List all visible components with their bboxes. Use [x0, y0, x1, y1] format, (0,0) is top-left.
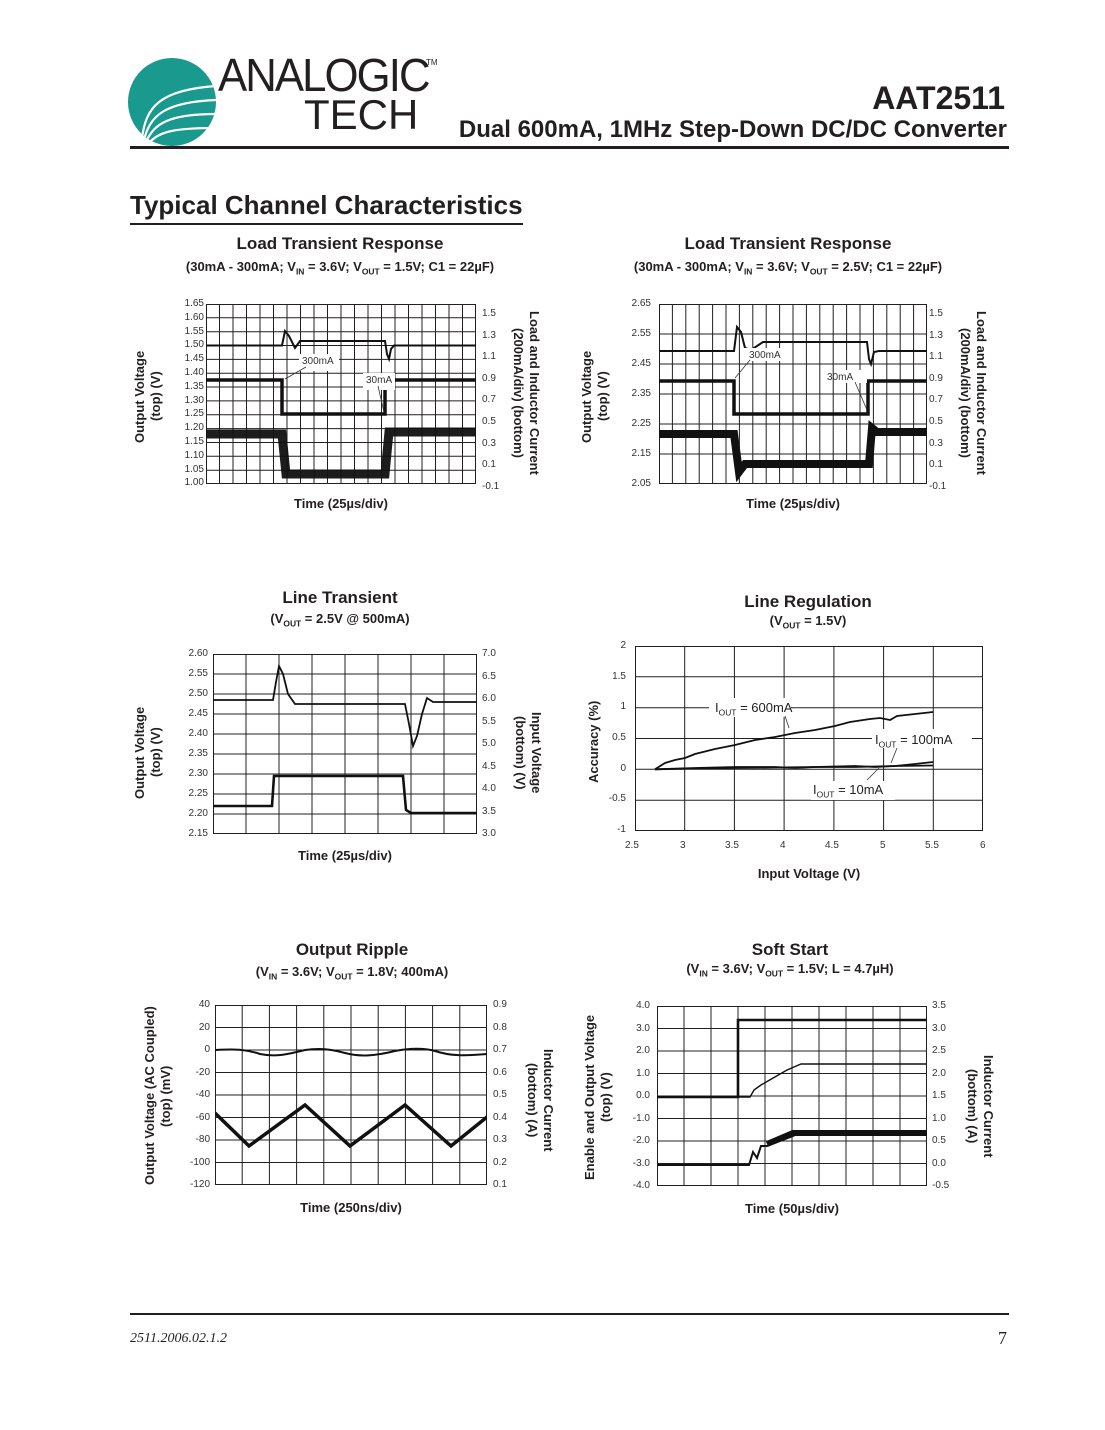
- y-axis-label-left: Output Voltage (top) (V): [132, 350, 163, 443]
- y-axis-label-left: Output Voltage (top) (V): [132, 706, 163, 799]
- y-ticks-left: 1.65 1.60 1.55 1.50 1.45 1.40 1.35 1.30 1.25 1.20 1.15 1.10 1.05 1.00: [184, 298, 204, 489]
- x-axis-label: Time (25µs/div): [294, 496, 388, 511]
- chart-line-regulation: [580, 592, 1000, 892]
- chart-title: Output Ripple: [295, 940, 409, 959]
- chart-title: Soft Start: [751, 940, 829, 959]
- y-axis-label-left: Output Voltage (AC Coupled) (top) (mV): [142, 1006, 173, 1186]
- y-ticks-right: 3.5 3.0 2.5 2.0 1.5 1.0 0.5 0.0 -0.5: [932, 1000, 950, 1191]
- y-axis-label-right: Load and Inductor Current (200mA/div) (bottom): [958, 310, 989, 475]
- chart-output-ripple: [140, 940, 560, 1225]
- chart-title: Load Transient Response: [684, 234, 892, 253]
- chart-subtitle: $(V_{OUT} = 1.5V)$: [769, 613, 847, 631]
- chart-title: Load Transient Response: [236, 234, 444, 253]
- x-axis-label: Input Voltage (V): [757, 866, 861, 881]
- x-axis-label: Time (25µs/div): [298, 848, 392, 863]
- plot-area: [206, 304, 476, 484]
- series-label-100mA: $I_{OUT} = 100mA$: [875, 732, 953, 750]
- footer-divider: [130, 1313, 1009, 1315]
- document-code: 2511.2006.02.1.2: [130, 1331, 227, 1346]
- part-number: AAT2511: [872, 80, 1005, 116]
- plot-area: [213, 654, 477, 834]
- logo-mark-icon: [128, 58, 216, 146]
- logo-text-analogic: ANALOGIC: [218, 49, 429, 101]
- plot-area: [659, 304, 927, 484]
- annotation-300mA: 300mA: [302, 356, 334, 367]
- x-ticks: 2.5 3 3.5 4 4.5 5 5.5 6: [625, 840, 986, 851]
- x-axis-label: Time (250ns/div): [300, 1200, 402, 1215]
- chart-line-transient: [130, 588, 560, 873]
- y-axis-label-right: Inductor Current (bottom) (A): [965, 1054, 996, 1158]
- y-ticks-left: 2.65 2.55 2.45 2.35 2.25 2.15 2.05: [631, 298, 651, 489]
- chart-load-transient-1v5: [130, 234, 560, 524]
- chart-subtitle: ($V_{IN} = 3.6V$; $V_{OUT} = 1.8V$; 400mA): [255, 964, 449, 982]
- chart-title: Line Transient: [282, 588, 398, 607]
- y-axis-label-right: Inductor Current (bottom) (A): [525, 1048, 556, 1152]
- chart-soft-start: [580, 940, 1000, 1230]
- y-ticks: 2 1.5 1 0.5 0 -0.5 -1: [608, 640, 626, 835]
- trademark-symbol: TM: [426, 58, 438, 67]
- chart-subtitle: (30mA - 300mA; $V_{IN} = 3.6V$; $V_{OUT} = 1.5V$; C1 = 22µF): [185, 259, 495, 277]
- y-axis-label-left: Output Voltage (top) (V): [579, 350, 610, 443]
- y-ticks-right: 0.9 0.8 0.7 0.6 0.5 0.4 0.3 0.2 0.1: [493, 999, 507, 1190]
- annotation-30mA: 30mA: [827, 372, 854, 383]
- x-axis-label: Time (25µs/div): [746, 496, 840, 511]
- y-ticks-left: 4.0 3.0 2.0 1.0 0.0 -1.0 -2.0 -3.0 -4.0: [632, 1000, 650, 1191]
- section-title: Typical Channel Characteristics: [130, 190, 523, 225]
- annotation-300mA: 300mA: [749, 350, 781, 361]
- y-ticks-right: 1.5 1.3 1.1 0.9 0.7 0.5 0.3 0.1 -0.1: [482, 308, 500, 492]
- plot-area: [657, 1006, 927, 1186]
- logo-text-tech: TECH: [304, 91, 419, 138]
- y-ticks-left: 2.60 2.55 2.50 2.45 2.40 2.35 2.30 2.25 2.20 2.15: [188, 648, 208, 839]
- y-ticks-left: 40 20 0 -20 -40 -60 -80 -100 -120: [189, 999, 210, 1190]
- chart-subtitle: (30mA - 300mA; $V_{IN} = 3.6V$; $V_{OUT} = 2.5V$; C1 = 22µF): [633, 259, 943, 277]
- header-divider: [130, 146, 1009, 149]
- chart-subtitle: ($V_{OUT} = 2.5V$ @ 500mA): [270, 611, 410, 629]
- series-label-600mA: $I_{OUT} = 600mA$: [715, 700, 793, 718]
- chart-subtitle: ($V_{IN} = 3.6V$; $V_{OUT} = 1.5V$; L = 4.7µH): [686, 961, 894, 979]
- annotation-30mA: 30mA: [366, 375, 393, 386]
- x-axis-label: Time (50µs/div): [745, 1201, 839, 1216]
- plot-area: [215, 1005, 487, 1185]
- y-axis-label-left: Enable and Output Voltage (top) (V): [582, 1014, 613, 1181]
- y-axis-label-right: Load and Inductor Current (200mA/div) (bottom): [511, 310, 542, 475]
- series-label-10mA: $I_{OUT} = 10mA$: [813, 782, 884, 800]
- y-ticks-right: 1.5 1.3 1.1 0.9 0.7 0.5 0.3 0.1 -0.1: [929, 308, 947, 492]
- y-axis-label-right: Input Voltage (bottom) (V): [513, 711, 544, 794]
- page-number: 7: [998, 1328, 1007, 1348]
- chart-load-transient-2v5: [577, 234, 1007, 524]
- document-subtitle: Dual 600mA, 1MHz Step-Down DC/DC Converter: [458, 116, 1007, 143]
- y-ticks-right: 7.0 6.5 6.0 5.5 5.0 4.5 4.0 3.5 3.0: [482, 648, 496, 839]
- y-axis-label: Accuracy (%): [586, 700, 601, 784]
- chart-title: Line Regulation: [744, 592, 872, 611]
